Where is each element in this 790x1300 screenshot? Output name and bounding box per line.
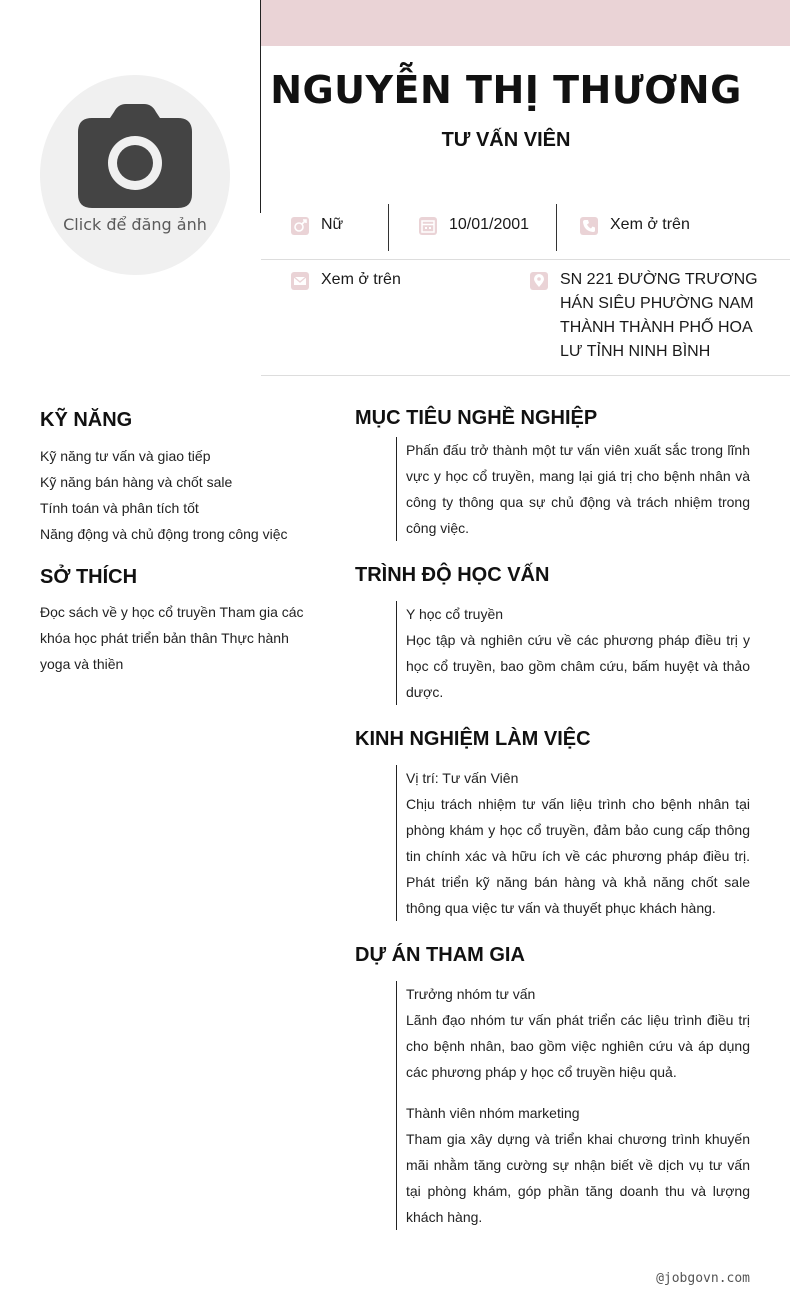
project-role: Trưởng nhóm tư vấn <box>406 986 536 1002</box>
skill-item: Kỹ năng tư vấn và giao tiếp <box>40 448 211 464</box>
email-icon <box>291 272 309 290</box>
education-title: TRÌNH ĐỘ HỌC VẤN <box>355 564 550 586</box>
info-divider <box>261 259 790 260</box>
candidate-position: TƯ VẤN VIÊN <box>441 129 571 151</box>
address-value: SN 221 ĐƯỜNG TRƯƠNG HÁN SIÊU PHƯỜNG NAM THÀNH THÀNH PHỐ HOA LƯ TỈNH NINH BÌNH <box>560 271 758 360</box>
info-gender <box>291 216 343 235</box>
candidate-name: NGUYỄN THỊ THƯƠNG <box>270 68 742 112</box>
gender-icon <box>291 217 309 235</box>
projects-box <box>396 981 750 1230</box>
info-phone <box>580 216 690 235</box>
hobbies-text: Đọc sách về y học cổ truyền Tham gia các khóa học phát triển bản thân Thực hành yoga và thiền <box>40 604 304 672</box>
experience-text: Chịu trách nhiệm tư vấn liệu trình cho bệnh nhân tại phòng khám y học cổ truyền, đảm bảo cung cấp thông tin chính xác và hữu ích về các phương pháp điều trị. Phát triển kỹ năng bán hàng và khả năng chốt sale thông qua việc tư vấn và thuyết phục khách hàng. <box>406 796 750 916</box>
birthday-value: 10/01/2001 <box>449 216 530 233</box>
experience-box <box>396 765 750 921</box>
camera-icon <box>78 104 192 213</box>
education-subtitle: Y học cổ truyền <box>406 606 504 622</box>
avatar-label[interactable]: Click để đăng ảnh <box>63 215 207 234</box>
info-separator <box>556 204 557 251</box>
phone-icon <box>580 217 598 235</box>
skills-list <box>40 443 288 547</box>
info-address <box>530 268 760 364</box>
skills-title: KỸ NĂNG <box>40 409 133 431</box>
education-text: Học tập và nghiên cứu về các phương pháp điều trị y học cổ truyền, bao gồm châm cứu, bấm huyệt và thảo dược. <box>406 632 750 700</box>
info-email <box>291 271 401 290</box>
objective-box <box>396 437 750 541</box>
avatar-upload[interactable] <box>40 75 230 275</box>
project-text: Tham gia xây dựng và triển khai chương trình khuyến mãi nhằm tăng cường sự nhận biết về dịch vụ tư vấn tại phòng khám, góp phần tăng doanh thu và lượng khách hàng. <box>406 1131 750 1225</box>
projects-title: DỰ ÁN THAM GIA <box>355 944 525 966</box>
experience-subtitle: Vị trí: Tư vấn Viên <box>406 770 519 786</box>
gender-value: Nữ <box>321 216 344 233</box>
calendar-icon <box>419 217 437 235</box>
info-divider <box>261 375 790 376</box>
experience-title: KINH NGHIỆM LÀM VIỆC <box>355 728 591 750</box>
info-separator <box>388 204 389 251</box>
info-birthday <box>419 216 529 235</box>
skill-item: Tính toán và phân tích tốt <box>40 500 199 516</box>
location-icon <box>530 272 548 290</box>
project-text: Lãnh đạo nhóm tư vấn phát triển các liệu trình điều trị cho bệnh nhân, bao gồm việc nghiên cứu và áp dụng các phương pháp y học cổ truyền hiệu quả. <box>406 1012 750 1080</box>
objective-text: Phấn đấu trở thành một tư vấn viên xuất sắc trong lĩnh vực y học cổ truyền, mang lại giá trị cho bệnh nhân và công ty thông qua sự chủ động và trách nhiệm trong công việc. <box>406 442 750 536</box>
header-accent-band <box>261 0 790 46</box>
education-box <box>396 601 750 705</box>
skill-item: Kỹ năng bán hàng và chốt sale <box>40 474 233 490</box>
skill-item: Năng động và chủ động trong công việc <box>40 526 288 542</box>
hobbies-title: SỞ THÍCH <box>40 566 138 588</box>
email-value: Xem ở trên <box>321 271 401 288</box>
objective-title: MỤC TIÊU NGHỀ NGHIỆP <box>355 407 598 429</box>
phone-value: Xem ở trên <box>610 216 690 233</box>
project-role: Thành viên nhóm marketing <box>406 1105 580 1121</box>
watermark: @jobgovn.com <box>656 1271 750 1286</box>
